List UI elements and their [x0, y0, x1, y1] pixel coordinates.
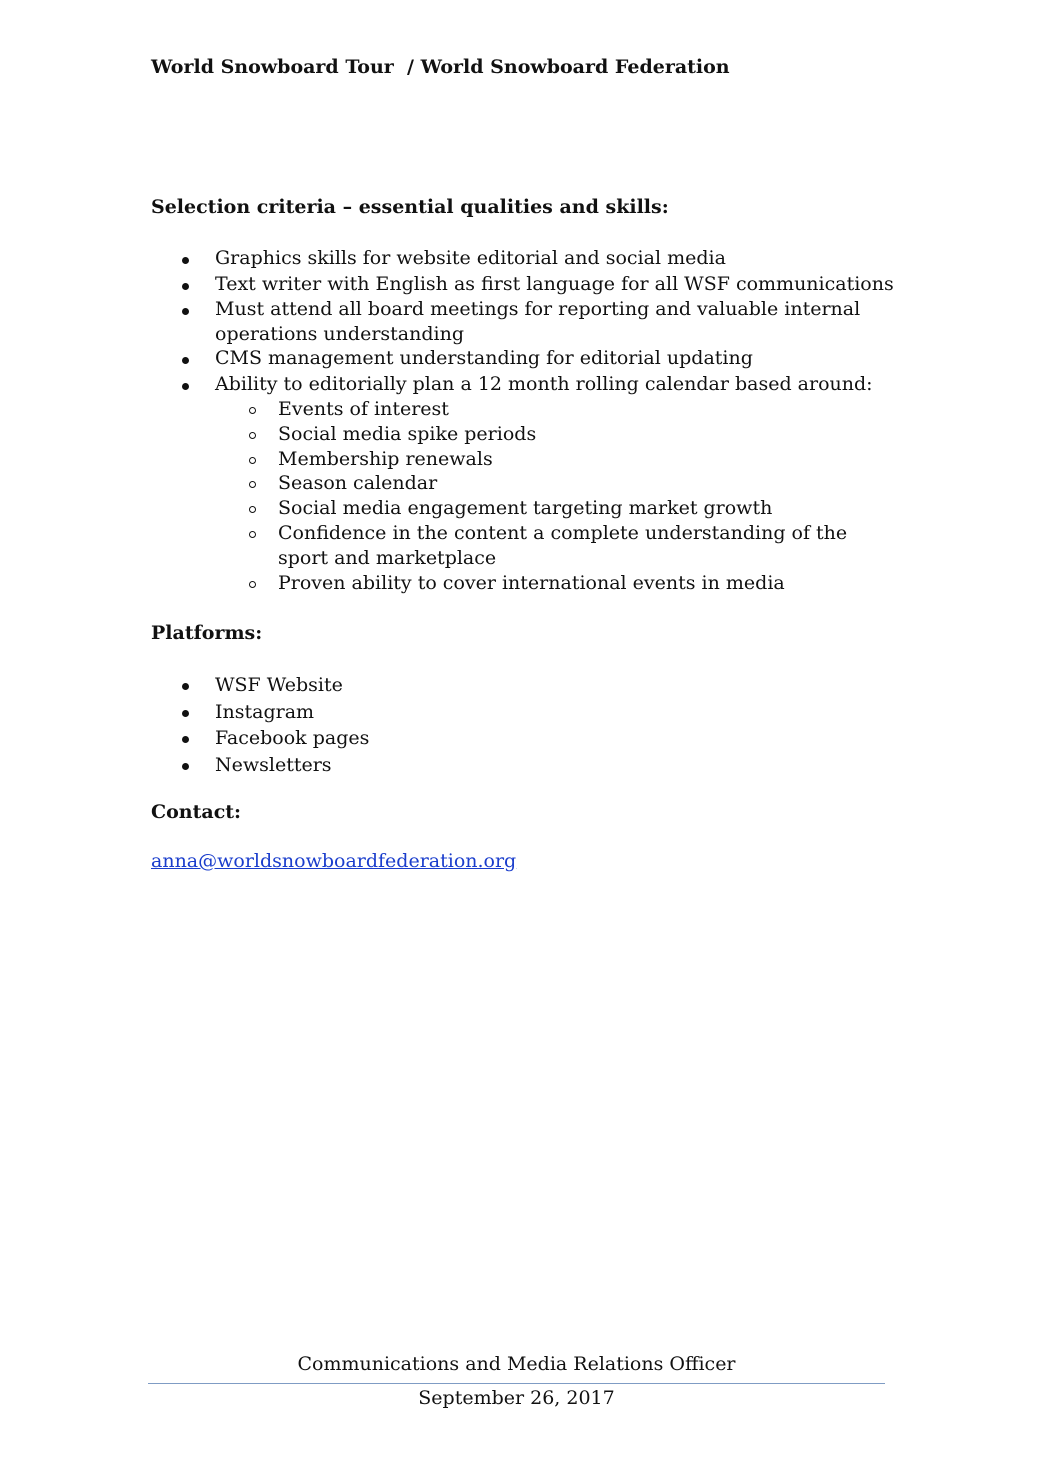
- contact-email-link[interactable]: anna@worldsnowboardfederation.org: [151, 850, 517, 872]
- bullet-icon: [182, 383, 189, 390]
- circle-bullet-icon: [249, 407, 256, 414]
- bullet-icon: [182, 710, 189, 717]
- list-item: [151, 246, 894, 272]
- bullet-icon: [182, 683, 189, 690]
- sublist-item-text: Confidence in the content a complete understanding of the sport and marketplace: [278, 521, 848, 569]
- document-header-title: World Snowboard Tour / World Snowboard Federation: [151, 56, 730, 78]
- list-item-text: Newsletters: [215, 753, 332, 776]
- list-item: [151, 372, 894, 596]
- sublist-item-text: Social media engagement targeting market growth: [278, 497, 773, 520]
- list-item-text: CMS management understanding for editorial updating: [215, 347, 753, 369]
- circle-bullet-icon: [249, 481, 256, 488]
- footer-position-title: Communications and Media Relations Officer: [297, 1353, 736, 1375]
- list-item-text: Facebook pages: [215, 727, 370, 749]
- list-item: [151, 272, 894, 298]
- calendar-basis-sublist: [215, 397, 894, 595]
- sublist-item-text: Proven ability to cover international events in media: [278, 571, 785, 594]
- platforms-heading: Platforms:: [151, 622, 263, 644]
- sublist-item: [215, 447, 894, 472]
- platforms-list: [151, 672, 369, 778]
- sublist-item-text: Social media spike periods: [278, 422, 537, 445]
- bullet-icon: [182, 763, 189, 770]
- bullet-icon: [182, 283, 189, 290]
- sublist-item: [215, 397, 894, 422]
- list-item: [151, 699, 369, 726]
- circle-bullet-icon: [249, 581, 256, 588]
- bullet-icon: [182, 257, 189, 264]
- selection-criteria-heading: Selection criteria – essential qualities and skills:: [151, 196, 669, 218]
- list-item-text: WSF Website: [215, 674, 343, 696]
- list-item: [151, 725, 369, 752]
- list-item: [151, 752, 369, 779]
- sublist-item-text: Membership renewals: [278, 447, 493, 470]
- sublist-item-text: Season calendar: [278, 472, 438, 495]
- selection-criteria-list: [151, 246, 894, 595]
- circle-bullet-icon: [249, 506, 256, 513]
- bullet-icon: [182, 357, 189, 364]
- bullet-icon: [182, 308, 189, 315]
- circle-bullet-icon: [249, 457, 256, 464]
- bullet-icon: [182, 736, 189, 743]
- list-item-text: Instagram: [215, 700, 315, 723]
- sublist-item: [215, 496, 894, 521]
- sublist-item: [215, 422, 894, 447]
- list-item: [151, 346, 894, 372]
- sublist-item-text: Events of interest: [278, 398, 449, 420]
- list-item-text: Ability to editorially plan a 12 month rolling calendar based around:: [215, 372, 873, 395]
- list-item-text: Graphics skills for website editorial and social media: [215, 247, 726, 269]
- list-item-text: Text writer with English as first language for all WSF communications: [215, 272, 894, 295]
- sublist-item: [215, 571, 894, 596]
- sublist-item: [215, 521, 894, 571]
- footer-date: September 26, 2017: [418, 1387, 615, 1409]
- circle-bullet-icon: [249, 531, 256, 538]
- list-item: [151, 672, 369, 699]
- footer-divider: [148, 1383, 885, 1384]
- sublist-item: [215, 471, 894, 496]
- contact-heading: Contact:: [151, 801, 242, 823]
- list-item: [151, 297, 894, 346]
- list-item-text: Must attend all board meetings for reporting and valuable internal operations understanding: [215, 298, 861, 345]
- circle-bullet-icon: [249, 432, 256, 439]
